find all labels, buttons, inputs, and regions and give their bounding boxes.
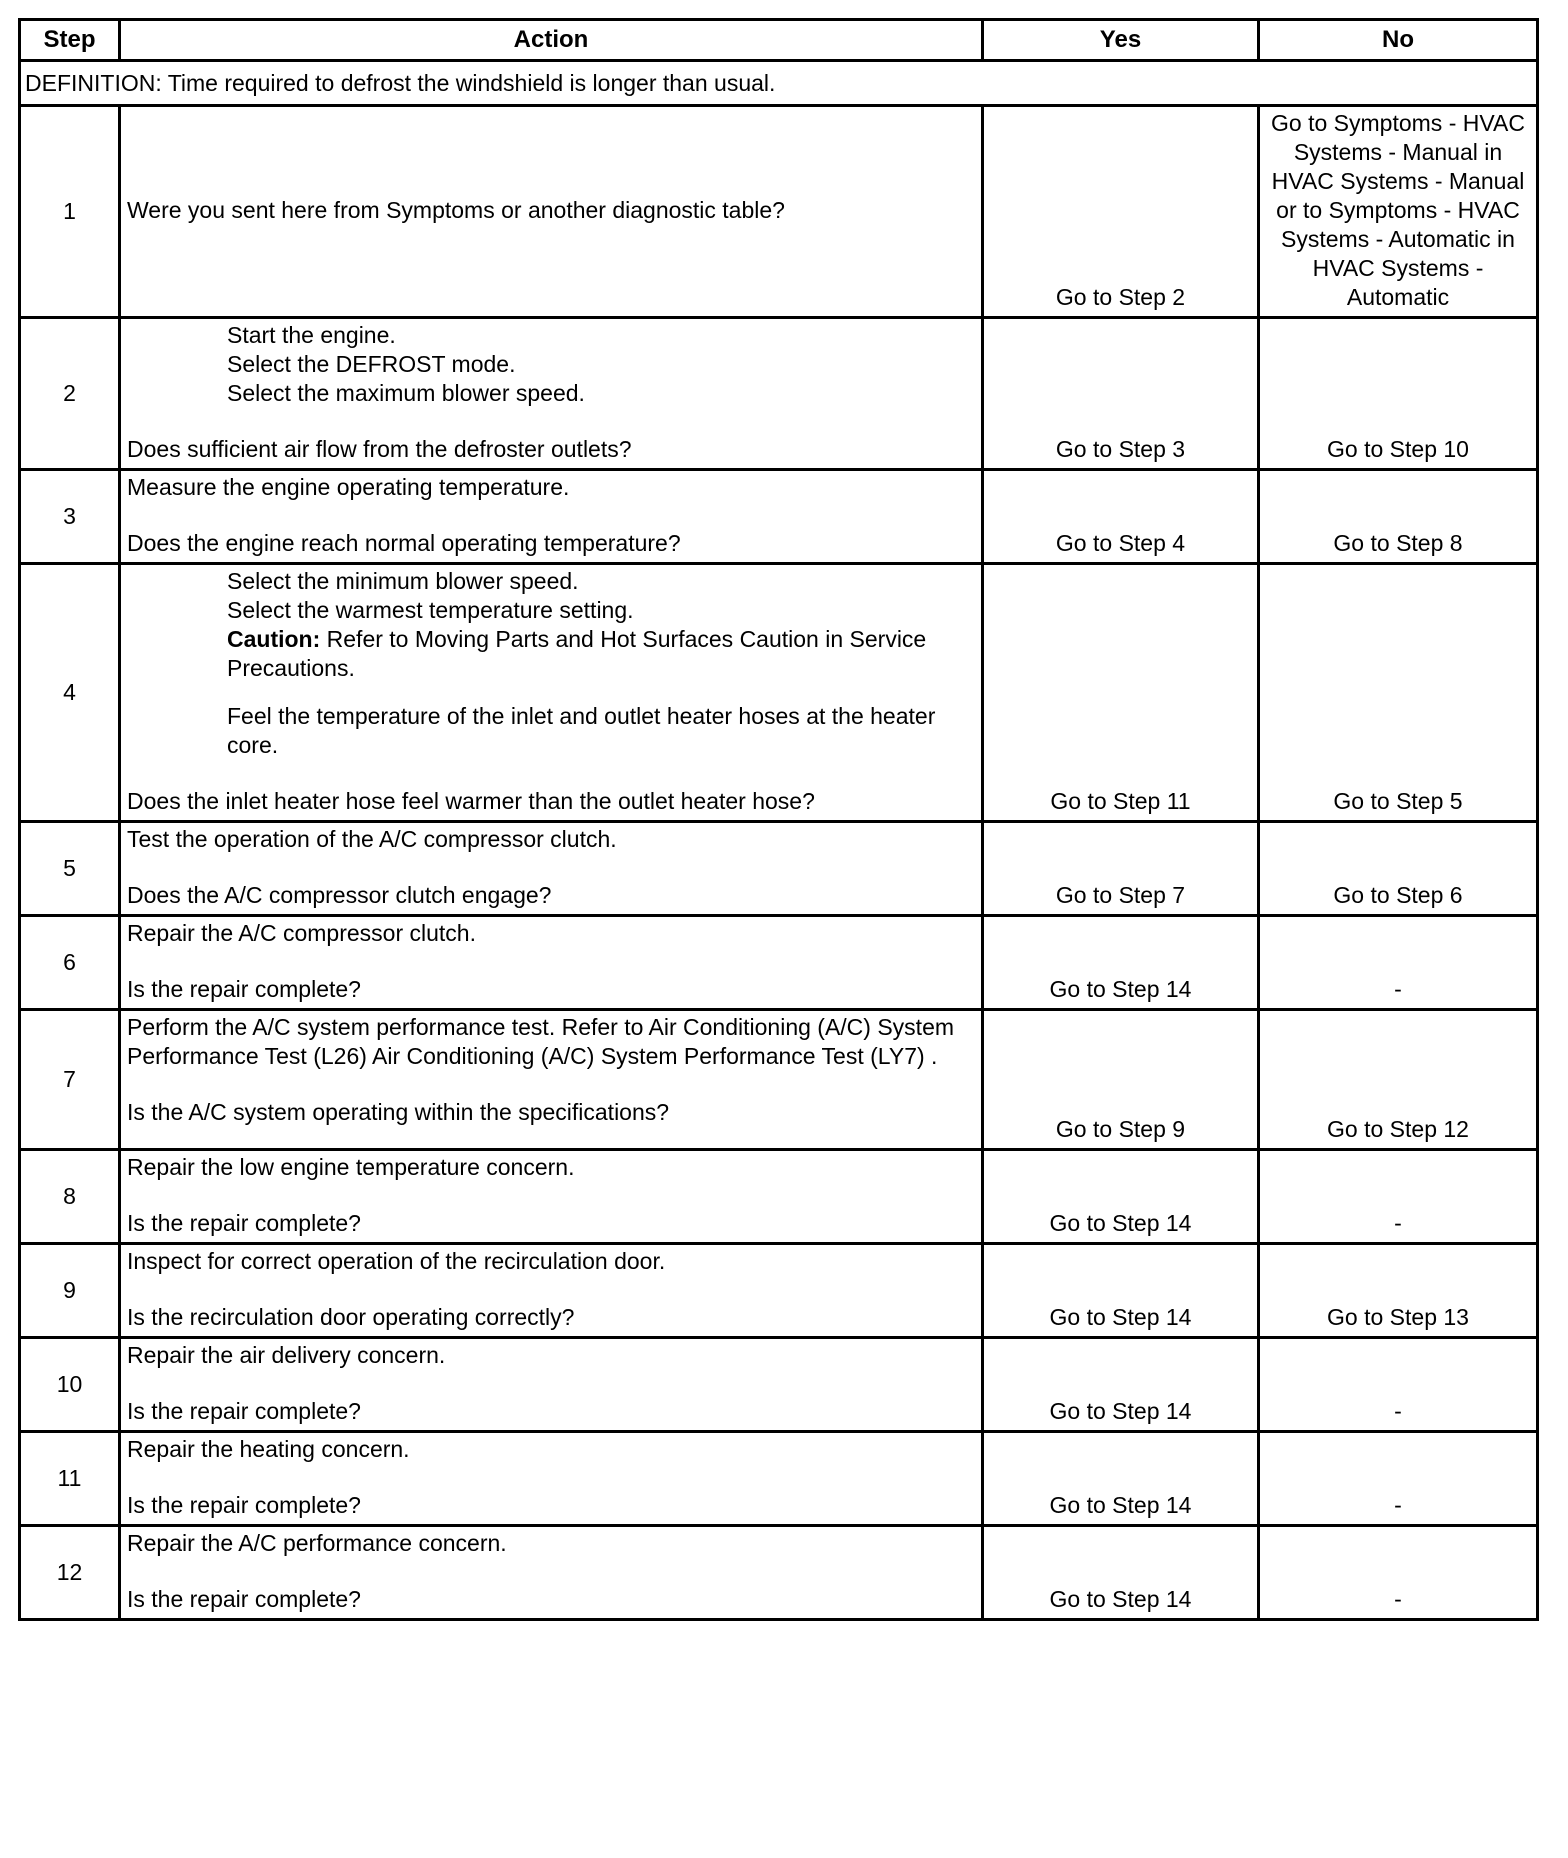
- header-row: [20, 20, 1538, 61]
- step-number: 10: [20, 1338, 120, 1432]
- no-cell: -: [1259, 1150, 1538, 1244]
- action-cell: [120, 1150, 983, 1244]
- action-cell: [120, 470, 983, 564]
- no-cell: Go to Step 12: [1259, 1010, 1538, 1150]
- action-cell: [120, 822, 983, 916]
- header-no: No: [1259, 20, 1538, 61]
- yes-cell: Go to Step 3: [983, 318, 1259, 470]
- action-instruction: Repair the heating concern.: [127, 1436, 410, 1462]
- action-instruction: Select the DEFROST mode.: [227, 351, 516, 377]
- table-row: [20, 822, 1538, 916]
- yes-cell: Go to Step 14: [983, 1150, 1259, 1244]
- action-question: Is the repair complete?: [127, 1492, 361, 1518]
- action-question: Does the inlet heater hose feel warmer than the outlet heater hose?: [127, 788, 815, 814]
- table-row: [20, 1010, 1538, 1150]
- table-row: [20, 1150, 1538, 1244]
- diagnostic-table: [18, 18, 1539, 1621]
- step-number: 4: [20, 564, 120, 822]
- step-number: 2: [20, 318, 120, 470]
- diagnostic-table-sheet: [18, 18, 1536, 1621]
- action-instruction: Repair the low engine temperature concern.: [127, 1154, 575, 1180]
- yes-cell: Go to Step 7: [983, 822, 1259, 916]
- table-row: [20, 916, 1538, 1010]
- no-cell: -: [1259, 916, 1538, 1010]
- action-question: Were you sent here from Symptoms or another diagnostic table?: [127, 197, 785, 223]
- action-question: Does the A/C compressor clutch engage?: [127, 882, 552, 908]
- table-row: [20, 1244, 1538, 1338]
- no-cell: -: [1259, 1432, 1538, 1526]
- action-instruction: Perform the A/C system performance test. Refer to Air Conditioning (A/C) System Performance Test (L26) Air Conditioning (A/C) System Performance Test (LY7) .: [127, 1014, 955, 1069]
- action-instruction: Start the engine.: [227, 322, 396, 348]
- yes-cell: Go to Step 14: [983, 1526, 1259, 1620]
- action-instruction: Repair the air delivery concern.: [127, 1342, 446, 1368]
- yes-cell: Go to Step 14: [983, 1338, 1259, 1432]
- no-cell: Go to Step 6: [1259, 822, 1538, 916]
- header-yes: Yes: [983, 20, 1259, 61]
- caution-text: Refer to Moving Parts and Hot Surfaces Caution in Service Precautions.: [227, 626, 927, 681]
- action-instruction: Measure the engine operating temperature.: [127, 474, 570, 500]
- step-number: 5: [20, 822, 120, 916]
- step-number: 11: [20, 1432, 120, 1526]
- yes-cell: Go to Step 14: [983, 1244, 1259, 1338]
- action-question: Is the repair complete?: [127, 1398, 361, 1424]
- definition-text: DEFINITION: Time required to defrost the windshield is longer than usual.: [20, 61, 1538, 106]
- yes-cell: Go to Step 14: [983, 1432, 1259, 1526]
- action-question: Is the recirculation door operating correctly?: [127, 1304, 575, 1330]
- action-cell: [120, 1526, 983, 1620]
- step-number: 12: [20, 1526, 120, 1620]
- action-cell: [120, 1432, 983, 1526]
- yes-cell: Go to Step 2: [983, 106, 1259, 318]
- action-instruction: Repair the A/C compressor clutch.: [127, 920, 476, 946]
- step-number: 9: [20, 1244, 120, 1338]
- yes-cell: Go to Step 14: [983, 916, 1259, 1010]
- table-row: [20, 564, 1538, 822]
- action-question: Does the engine reach normal operating temperature?: [127, 530, 681, 556]
- action-instruction: Feel the temperature of the inlet and outlet heater hoses at the heater core.: [227, 703, 936, 758]
- header-step: Step: [20, 20, 120, 61]
- action-cell: [120, 1244, 983, 1338]
- action-cell: [120, 106, 983, 318]
- action-question: Is the repair complete?: [127, 1210, 361, 1236]
- table-row: [20, 1432, 1538, 1526]
- no-cell: Go to Step 8: [1259, 470, 1538, 564]
- table-row: [20, 1338, 1538, 1432]
- yes-cell: Go to Step 4: [983, 470, 1259, 564]
- step-number: 6: [20, 916, 120, 1010]
- step-number: 3: [20, 470, 120, 564]
- step-number: 1: [20, 106, 120, 318]
- no-cell: Go to Symptoms - HVAC Systems - Manual in HVAC Systems - Manual or to Symptoms - HVAC Systems - Automatic in HVAC Systems - Automatic: [1259, 106, 1538, 318]
- definition-row: [20, 61, 1538, 106]
- action-instruction: Repair the A/C performance concern.: [127, 1530, 507, 1556]
- table-row: [20, 470, 1538, 564]
- action-cell: [120, 1338, 983, 1432]
- action-instruction: Select the warmest temperature setting.: [227, 597, 634, 623]
- caution-note: [127, 625, 975, 683]
- action-question: Is the repair complete?: [127, 1586, 361, 1612]
- action-instruction: Select the maximum blower speed.: [227, 380, 585, 406]
- table-row: [20, 318, 1538, 470]
- action-instruction: Inspect for correct operation of the recirculation door.: [127, 1248, 666, 1274]
- action-cell: [120, 1010, 983, 1150]
- no-cell: -: [1259, 1338, 1538, 1432]
- action-question: Does sufficient air flow from the defroster outlets?: [127, 436, 632, 462]
- table-row: [20, 1526, 1538, 1620]
- table-row: [20, 106, 1538, 318]
- step-number: 7: [20, 1010, 120, 1150]
- no-cell: -: [1259, 1526, 1538, 1620]
- no-cell: Go to Step 10: [1259, 318, 1538, 470]
- action-cell: [120, 564, 983, 822]
- action-question: Is the repair complete?: [127, 976, 361, 1002]
- caution-label: Caution:: [227, 626, 321, 652]
- action-cell: [120, 916, 983, 1010]
- action-question: Is the A/C system operating within the specifications?: [127, 1099, 670, 1125]
- no-cell: Go to Step 5: [1259, 564, 1538, 822]
- header-action: Action: [120, 20, 983, 61]
- no-cell: Go to Step 13: [1259, 1244, 1538, 1338]
- action-cell: [120, 318, 983, 470]
- yes-cell: Go to Step 11: [983, 564, 1259, 822]
- step-number: 8: [20, 1150, 120, 1244]
- action-instruction: Select the minimum blower speed.: [227, 568, 579, 594]
- yes-cell: Go to Step 9: [983, 1010, 1259, 1150]
- action-instruction: Test the operation of the A/C compressor clutch.: [127, 826, 617, 852]
